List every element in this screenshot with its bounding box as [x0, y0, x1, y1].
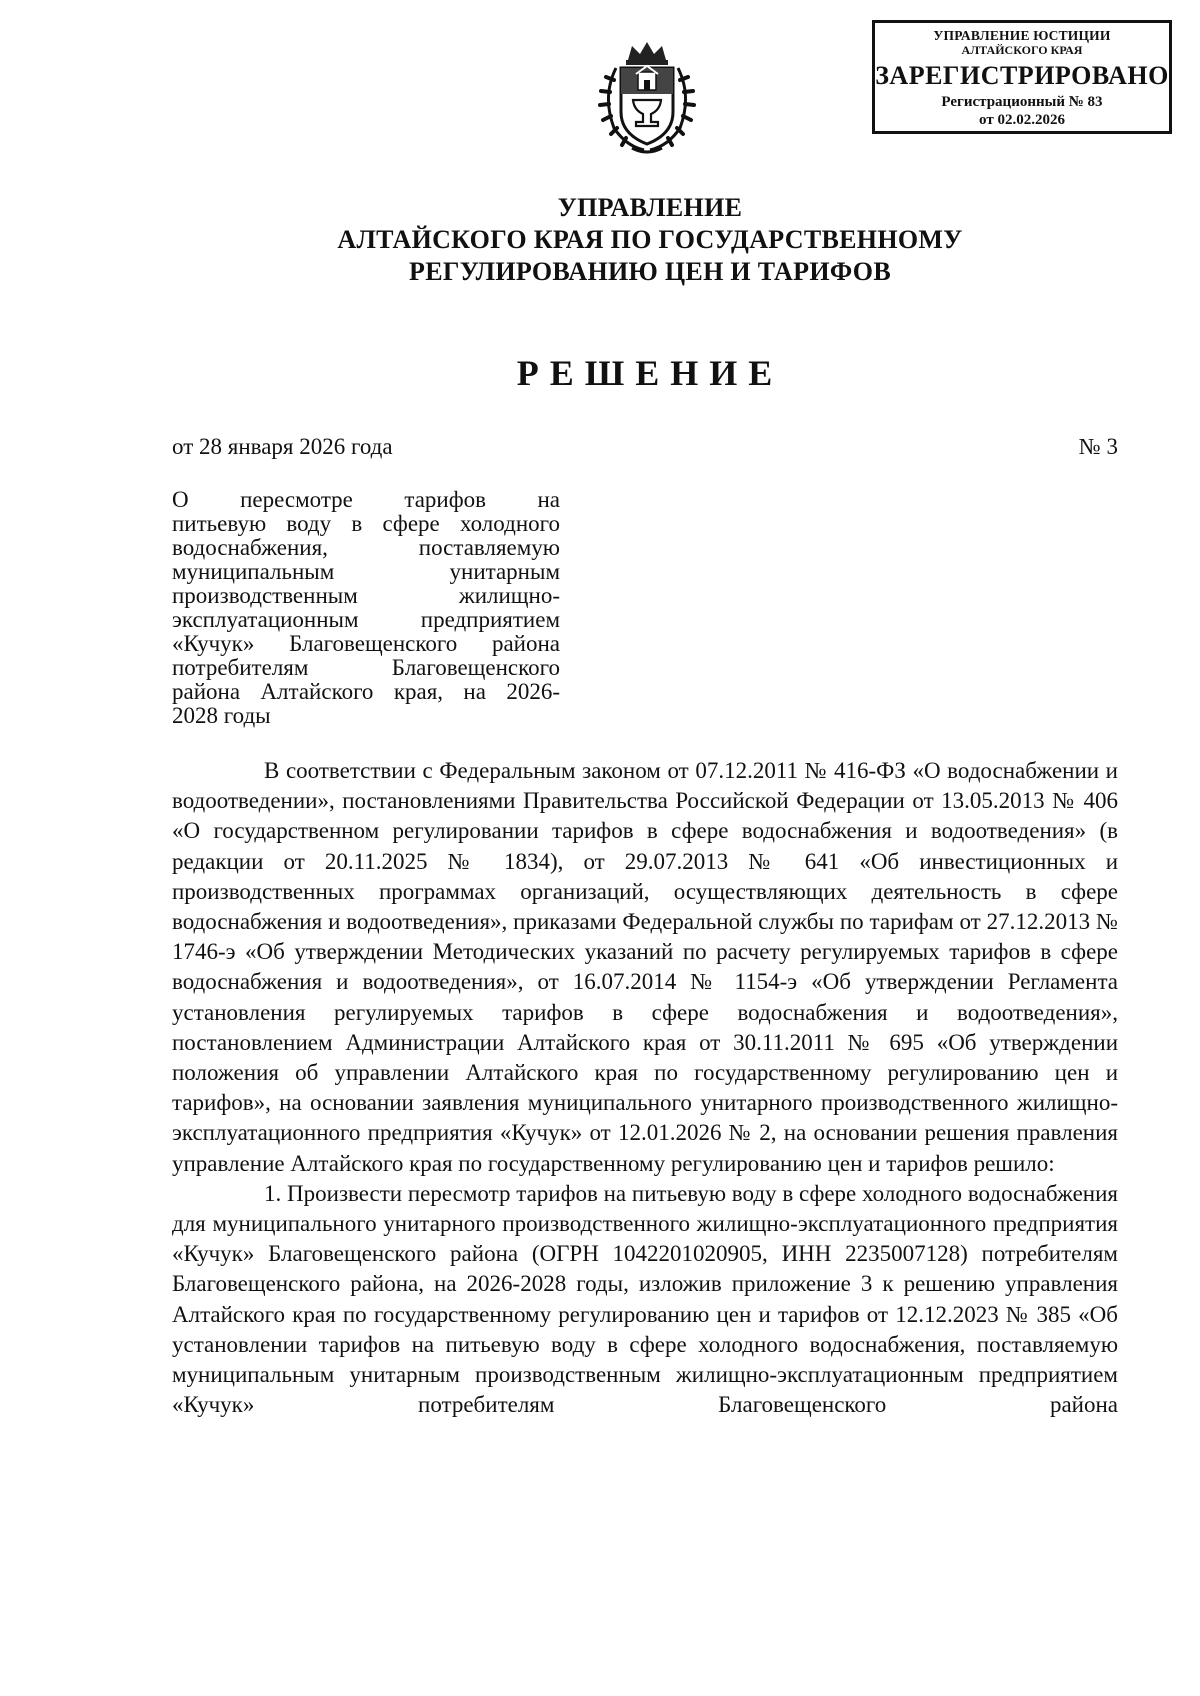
document-date: от 28 января 2026 года: [172, 434, 393, 459]
subject-line: муниципальным унитарным: [172, 559, 560, 584]
document-body: [172, 756, 1118, 1420]
subject-line: водоснабжения, поставляемую: [172, 535, 560, 560]
stamp-status: ЗАРЕГИСТРИРОВАНО: [875, 60, 1169, 90]
subject-line: «Кучук» Благовещенского района: [172, 631, 560, 656]
document-type-title: РЕШЕНИЕ: [516, 353, 784, 393]
document-meta: [172, 434, 1118, 460]
subject-line: эксплуатационным предприятием: [172, 607, 560, 632]
org-line-2: АЛТАЙСКОГО КРАЯ ПО ГОСУДАРСТВЕННОМУ: [337, 225, 963, 254]
org-line-3: РЕГУЛИРОВАНИЮ ЦЕН И ТАРИФОВ: [409, 257, 891, 286]
body-paragraph: В соответствии с Федеральным законом от 07.12.2011 № 416-ФЗ «О водоснабжении и водоотведении», постановлениями Правительства Российской Федерации от 13.05.2013 № 406 «О государственном регулировании тарифов в сфере водоснабжения и водоотведения» (в редакции от 20.11.2025 № 1834), от 29.07.2013 № 641 «Об инвестиционных и производственных программах организаций, осуществляющих деятельность в сфере водоснабжения и водоотведения», приказами Федеральной службы по тарифам от 27.12.2013 № 1746-э «Об утверждении Методических указаний по расчету регулируемых тарифов в сфере водоснабжения и водоотведения», от 16.07.2014 № 1154-э «Об утверждении Регламента установления регулируемых тарифов в сфере водоснабжения и водоотведения», постановлением Администрации Алтайского края от 30.11.2011 № 695 «Об утверждении положения об управлении Алтайского края по государственному регулированию цен и тарифов», на основании заявления муниципального унитарного производственного жилищно-эксплуатационного предприятия «Кучук» от 12.01.2026 № 2, на основании решения правления управление Алтайского края по государственному регулированию цен и тарифов решило:: [172, 758, 1118, 1176]
organization-name: [200, 192, 1100, 288]
document-number: № 3: [1078, 434, 1118, 459]
stamp-reg-number: Регистрационный № 83: [941, 93, 1103, 110]
subject-line: питьевую воду в сфере холодного: [172, 511, 560, 536]
coat-of-arms-icon: [588, 38, 706, 158]
subject-line: О пересмотре тарифов на: [172, 487, 560, 512]
stamp-line-1: УПРАВЛЕНИЕ ЮСТИЦИИ: [933, 28, 1111, 43]
document-subject: [172, 488, 560, 728]
stamp-reg-date: от 02.02.2026: [979, 111, 1065, 128]
subject-line: 2028 годы: [172, 703, 271, 728]
registration-stamp: [872, 20, 1172, 134]
org-line-1: УПРАВЛЕНИЕ: [557, 193, 743, 222]
subject-line: производственным жилищно-: [172, 583, 560, 608]
subject-line: района Алтайского края, на 2026-: [172, 679, 560, 704]
body-paragraph: 1. Произвести пересмотр тарифов на питьевую воду в сфере холодного водоснабжения для муниципального унитарного производственного жилищно-эксплуатационного предприятия «Кучук» Благовещенского района (ОГРН 1042201020905, ИНН 2235007128) потребителям Благовещенского района, на 2026-2028 годы, изложив приложение 3 к решению управления Алтайского края по государственному регулированию цен и тарифов от 12.12.2023 № 385 «Об установлении тарифов на питьевую воду в сфере холодного водоснабжения, поставляемую муниципальным унитарным производственным жилищно-эксплуатационным предприятием «Кучук» потребителям Благовещенского района: [172, 1180, 1118, 1418]
stamp-line-2: АЛТАЙСКОГО КРАЯ: [961, 42, 1083, 57]
subject-line: потребителям Благовещенского: [172, 655, 560, 680]
